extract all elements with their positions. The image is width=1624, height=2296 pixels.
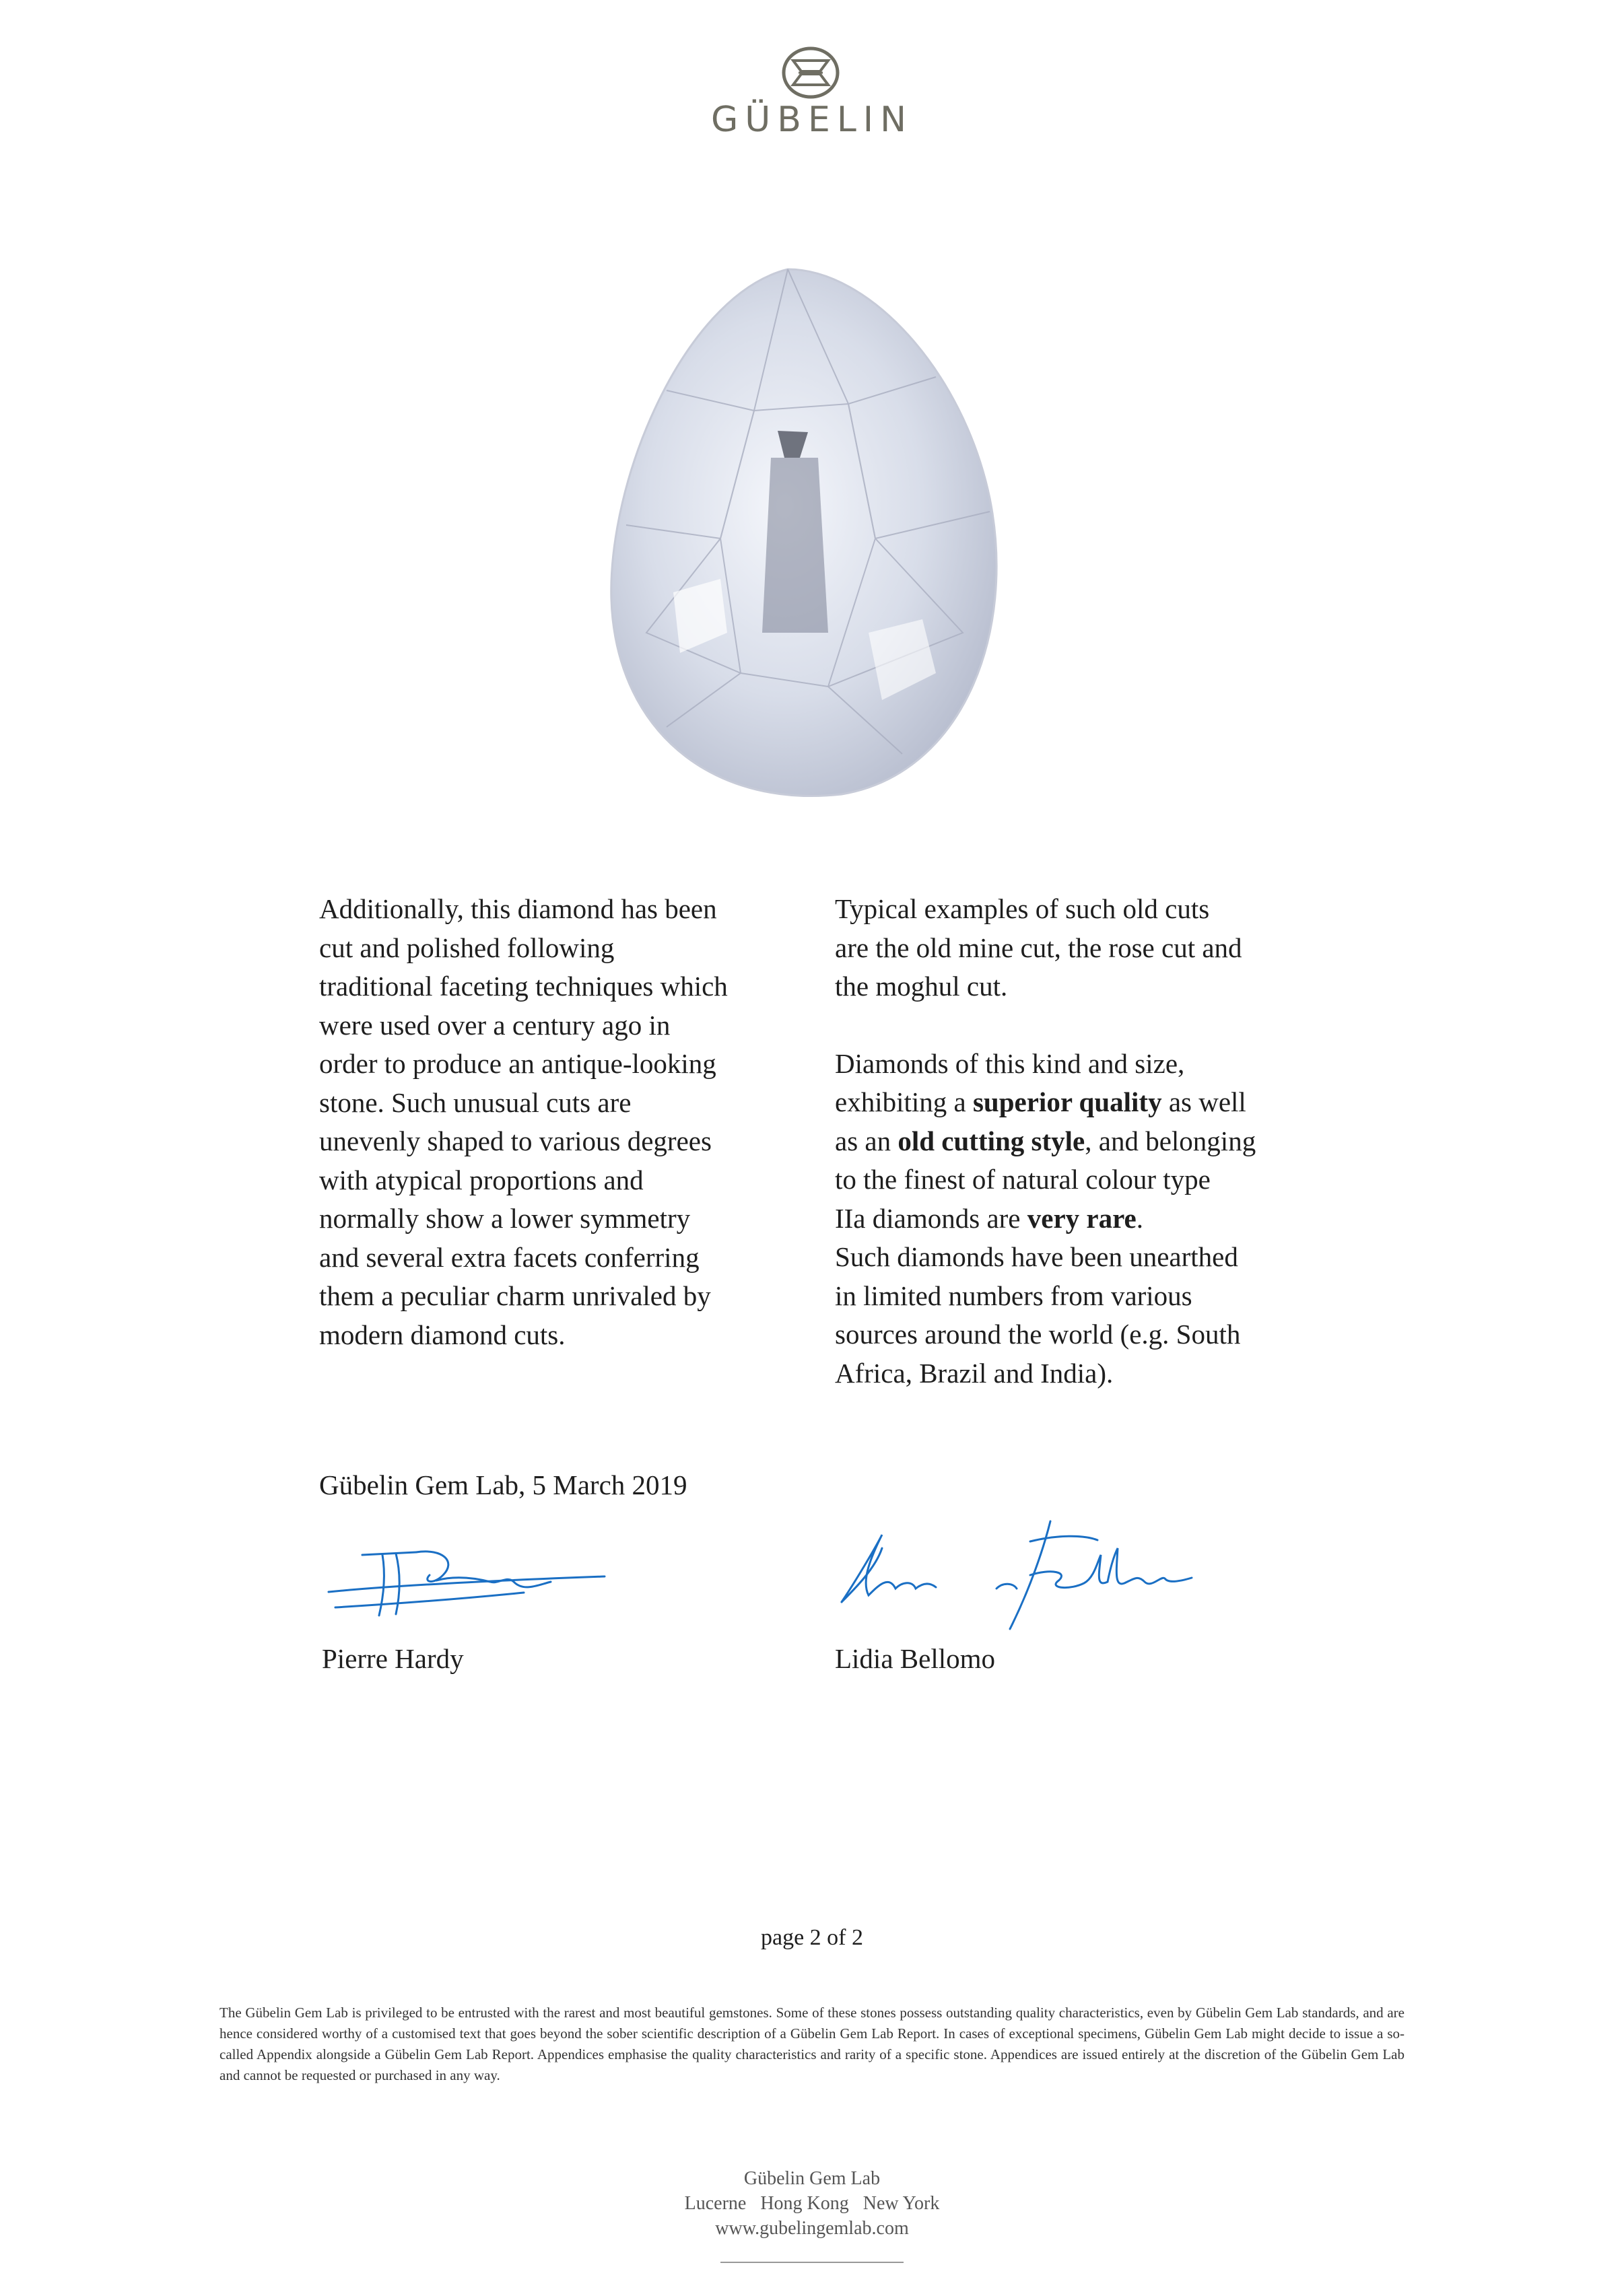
body-right-column xyxy=(835,890,1347,1393)
footer-divider xyxy=(720,2262,904,2263)
footer xyxy=(0,2166,1624,2241)
place-date: Gübelin Gem Lab, 5 March 2019 xyxy=(319,1469,687,1500)
emphasis-very-rare: very rare xyxy=(1027,1202,1137,1234)
text-line: unevenly shaped to various degrees xyxy=(319,1125,712,1156)
text-span: IIa diamonds are xyxy=(835,1202,1027,1234)
signature-lidia-bellomo xyxy=(828,1508,1232,1642)
signer-name-1: Pierre Hardy xyxy=(322,1643,464,1674)
text-line: with atypical proportions and xyxy=(319,1164,644,1195)
text-line: the moghul cut. xyxy=(835,971,1008,1002)
footer-locations: Lucerne Hong Kong New York xyxy=(684,2193,940,2214)
text-line: Africa, Brazil and India). xyxy=(835,1357,1114,1389)
text-span: , and belonging xyxy=(1085,1125,1256,1156)
text-line xyxy=(835,1083,1347,1122)
text-line: order to produce an antique-looking xyxy=(319,1048,716,1079)
text-span: as well xyxy=(1161,1086,1246,1117)
signer-name-2: Lidia Bellomo xyxy=(835,1643,995,1674)
paragraph-rarity xyxy=(835,1045,1347,1393)
paragraph-old-cuts xyxy=(835,890,1347,1006)
text-line: cut and polished following xyxy=(319,932,615,963)
footer-lab-name: Gübelin Gem Lab xyxy=(743,2168,881,2189)
text-line: Additionally, this diamond has been xyxy=(319,893,717,924)
text-line: Diamonds of this kind and size, xyxy=(835,1047,1185,1079)
footer-website-link[interactable]: www.gubelingemlab.com xyxy=(715,2218,909,2239)
text-span: . xyxy=(1136,1202,1143,1234)
text-line: were used over a century ago in xyxy=(319,1009,671,1041)
text-line xyxy=(835,1122,1347,1161)
emphasis-old-cutting-style: old cutting style xyxy=(898,1125,1085,1156)
text-line: Such diamonds have been unearthed xyxy=(835,1241,1238,1272)
emphasis-superior-quality: superior quality xyxy=(972,1086,1162,1117)
text-line: traditional faceting techniques which xyxy=(319,971,728,1002)
text-span: as an xyxy=(835,1125,898,1156)
brand-logo-text: GÜBELIN xyxy=(710,100,914,140)
text-line: are the old mine cut, the rose cut and xyxy=(835,932,1242,963)
text-line: to the finest of natural colour type xyxy=(835,1164,1211,1195)
text-line: and several extra facets conferring xyxy=(319,1241,700,1273)
body-left-column xyxy=(319,890,804,1354)
page-number: page 2 of 2 xyxy=(760,1925,863,1950)
signature-pierre-hardy xyxy=(322,1528,611,1622)
text-line: sources around the world (e.g. South xyxy=(835,1319,1241,1350)
diamond-image xyxy=(586,256,1030,808)
text-line: stone. Such unusual cuts are xyxy=(319,1086,632,1118)
text-line xyxy=(835,1199,1347,1239)
text-span: exhibiting a xyxy=(835,1086,973,1117)
text-line: normally show a lower symmetry xyxy=(319,1203,691,1234)
disclaimer-text: The Gübelin Gem Lab is privileged to be entrusted with the rarest and most beautiful gemstones. Some of these stones possess outstanding quality characteristics, even by Gübelin Gem Lab standards, and are hence considered worthy of a customised text that goes beyond the sober scientific description of a Gübelin Gem Lab Report. In cases of exceptional specimens, Gübelin Gem Lab might decide to issue a so-called Appendix alongside a Gübelin Gem Lab Report. Appendices emphasise the quality characteristics and rarity of a specific stone. Appendices are issued entirely at the discretion of the Gübelin Gem Lab and cannot be requested or purchased in any way. xyxy=(219,2005,1405,2083)
text-line: Typical examples of such old cuts xyxy=(835,893,1210,924)
gubelin-logo-icon xyxy=(778,44,843,101)
text-line: modern diamond cuts. xyxy=(319,1319,566,1350)
text-line: in limited numbers from various xyxy=(835,1280,1192,1311)
text-line: them a peculiar charm unrivaled by xyxy=(319,1280,711,1311)
